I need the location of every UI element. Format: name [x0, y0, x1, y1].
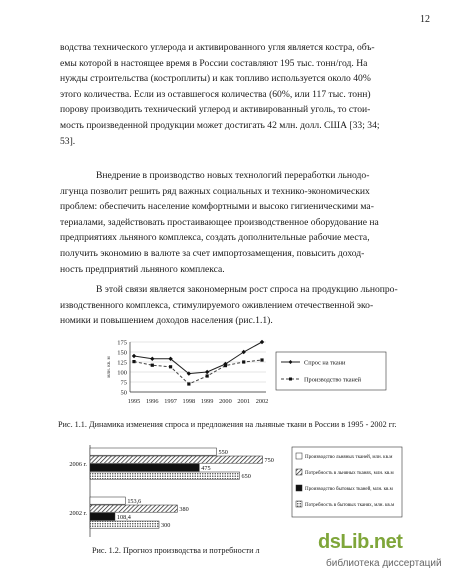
watermark-subtitle: библиотека диссертаций [326, 558, 442, 569]
bar [90, 448, 217, 455]
data-point [187, 382, 190, 385]
bar [90, 464, 199, 471]
x-tick-label: 1995 [127, 398, 141, 405]
category-label: 2002 г. [69, 510, 87, 517]
legend-label: Производство тканей [304, 376, 362, 384]
x-tick-label: 1996 [145, 398, 159, 405]
text-line: лгунца позволит решить ряд важных социальных и технико-экономических [60, 185, 370, 197]
data-label: 750 [264, 456, 274, 464]
x-tick-label: 2002 [255, 398, 269, 405]
paragraph-1 [60, 40, 410, 149]
page-number: 12 [420, 14, 430, 25]
text-line: номики и повышением доходов населения (рис.1.1). [60, 315, 273, 327]
text-line: мость произведенной продукции может достигать 42 млн. долл. США [33; 34; [60, 119, 380, 131]
text-line: изводственного комплекса, стимулируемого оживлением отечественной эко- [60, 299, 374, 311]
data-point [169, 365, 172, 368]
data-point [260, 358, 263, 361]
y-tick-label: 125 [117, 359, 127, 367]
y-tick-label: 100 [117, 369, 127, 377]
text-line: получить экономию в валюте за счет импортозамещения, повысить доход- [60, 247, 365, 259]
data-label: 380 [179, 505, 189, 513]
legend-swatch [296, 469, 302, 475]
data-point [206, 374, 209, 377]
bar [90, 505, 177, 512]
text-line: порову производить технический углерод и активированный уголь, то стои- [60, 104, 371, 116]
legend-label: Потребность в бытовых тканях, млн. кв.м [305, 503, 395, 509]
y-tick-label: 75 [120, 379, 127, 387]
y-tick-label: 150 [117, 349, 127, 357]
text-line: водства технического углерода и активированного угля является костра, объ- [60, 42, 375, 53]
watermark [318, 531, 448, 577]
x-tick-label: 1998 [182, 398, 196, 405]
text-line: проблем: обеспечить население комфортными и высоко гигиеническими ма- [60, 201, 374, 213]
data-label: 550 [218, 448, 228, 456]
legend-swatch [296, 501, 302, 507]
legend-label: Производство бытовых тканей, млн. кв.м [305, 487, 393, 493]
data-point [224, 364, 227, 367]
text-line: 53]. [60, 135, 76, 147]
category-label: 2006 г. [69, 461, 87, 468]
figure-1-caption: Рис. 1.1. Динамика изменения спроса и предложения на льняные ткани в России в 1995 - 2002 гг. [58, 420, 397, 429]
legend-box [276, 352, 386, 390]
bar [90, 472, 240, 479]
text-line: емы которой в настоящее время в России составляют 195 тыс. тонн/год. На [60, 57, 368, 69]
bar [90, 456, 263, 463]
data-point [260, 340, 264, 344]
data-label: 650 [241, 472, 251, 480]
legend-label: Спрос на ткани [304, 359, 346, 367]
data-point [132, 354, 136, 358]
text-line: предприятиях льняного комплекса, создать дополнительные рабочие места, [60, 232, 370, 244]
x-tick-label: 1999 [200, 398, 214, 405]
line-chart [96, 334, 396, 414]
legend-swatch [296, 485, 302, 491]
text-line: Внедрение в производство новых технологий переработки льнодо- [96, 170, 370, 181]
data-point [242, 360, 245, 363]
data-label: 475 [201, 464, 211, 472]
text-line: териалами, задействовать простаивающее производственное оборудование на [60, 216, 379, 228]
paragraph-2 [60, 168, 410, 277]
text-line: ность предприятий льняного комплекса. [60, 263, 225, 275]
data-label: 300 [161, 521, 171, 529]
legend-swatch [296, 453, 302, 459]
paragraph-3 [60, 282, 410, 329]
x-tick-label: 2001 [237, 398, 251, 405]
x-tick-label: 2000 [219, 398, 232, 405]
text-line: этого количества. Если из оставшегося количества (60%, или 117 тыс. тонн) [60, 88, 371, 100]
figure-2-caption: Рис. 1.2. Прогноз производства и потребности л [92, 546, 260, 555]
legend-label: Производство льняных тканей, млн. кв.м [305, 455, 393, 461]
data-point [151, 364, 154, 367]
data-point [132, 360, 135, 363]
watermark-logo: dsLib.net [318, 531, 403, 553]
bar [90, 513, 115, 520]
data-point [205, 370, 209, 374]
legend-marker [289, 378, 292, 381]
legend-label: Потребность в льняных тканях, млн. кв.м [305, 471, 394, 477]
x-tick-label: 1997 [164, 398, 177, 405]
y-tick-label: 175 [117, 339, 127, 347]
bar [90, 497, 125, 504]
data-label: 108,4 [116, 513, 131, 521]
data-point [150, 357, 154, 361]
y-axis-label: млн. кв. м [107, 356, 112, 378]
data-label: 153,6 [127, 497, 142, 505]
bar-chart [54, 445, 404, 543]
text-line: В этой связи является закономерным рост спроса на продукцию льнопро- [96, 284, 398, 295]
bar [90, 521, 159, 528]
text-line: нужды строительства (костроплиты) и как топливо используется около 40% [60, 73, 371, 85]
y-tick-label: 50 [120, 389, 127, 397]
